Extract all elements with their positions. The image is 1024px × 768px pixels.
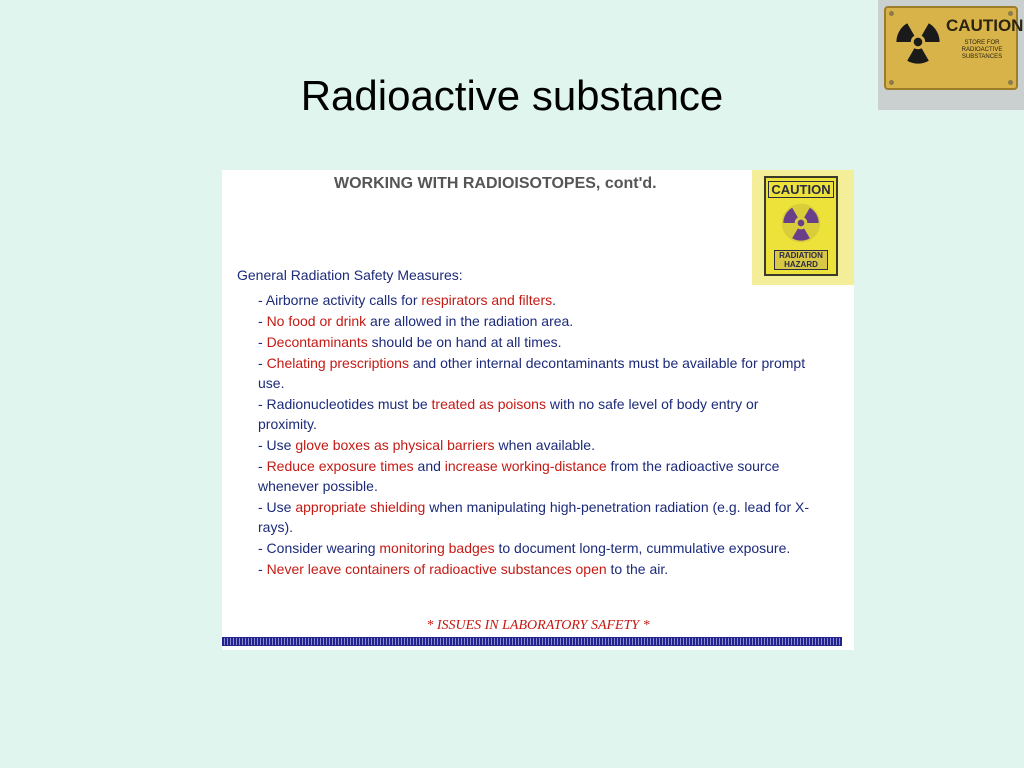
radiation-trefoil-icon bbox=[780, 202, 822, 244]
hazard-board bbox=[764, 176, 838, 276]
caution-plate bbox=[884, 6, 1024, 90]
hazard-caution-text: CAUTION bbox=[768, 181, 834, 198]
measure-text: . bbox=[552, 292, 556, 308]
measure-item bbox=[258, 559, 818, 579]
safety-measures-list bbox=[258, 290, 818, 580]
measure-text: - bbox=[258, 334, 267, 350]
measure-highlight: monitoring badges bbox=[379, 540, 495, 556]
measure-item bbox=[258, 311, 818, 331]
screw-icon bbox=[889, 11, 894, 16]
embedded-slide-image bbox=[222, 170, 854, 650]
measure-text: are allowed in the radiation area. bbox=[366, 313, 574, 329]
measure-highlight: No food or drink bbox=[266, 313, 367, 329]
measure-text: - Use bbox=[258, 499, 296, 515]
footer-divider bbox=[222, 637, 842, 646]
measure-item bbox=[258, 538, 818, 558]
sign-store-text: STORE FOR RADIOACTIVE SUBSTANCES bbox=[961, 40, 1003, 60]
measure-text: - Consider wearing bbox=[258, 540, 380, 556]
measure-text: - Use bbox=[258, 437, 296, 453]
measure-item bbox=[258, 456, 818, 496]
measure-text: - Airborne activity calls for bbox=[258, 292, 422, 308]
measure-text: should be on hand at all times. bbox=[367, 334, 562, 350]
measure-highlight: treated as poisons bbox=[431, 396, 546, 412]
measure-highlight: Reduce exposure times bbox=[266, 458, 414, 474]
measure-text: - bbox=[258, 561, 267, 577]
measure-text: and bbox=[413, 458, 445, 474]
radiation-hazard-sign bbox=[752, 170, 854, 285]
screw-icon bbox=[889, 80, 894, 85]
sign-caution-text: CAUTION bbox=[946, 16, 1024, 35]
measure-highlight: respirators and filters bbox=[421, 292, 553, 308]
measure-text: from the radioactive source whenever possible. bbox=[258, 458, 780, 494]
measure-text: - bbox=[258, 313, 267, 329]
measure-highlight: appropriate shielding bbox=[295, 499, 426, 515]
radiation-trefoil-icon bbox=[894, 18, 942, 66]
hazard-label-text: RADIATION HAZARD bbox=[774, 250, 828, 270]
measure-item bbox=[258, 497, 818, 537]
measure-text: to the air. bbox=[606, 561, 669, 577]
measure-text: when available. bbox=[494, 437, 595, 453]
measure-text: with no safe level of body entry or proximity. bbox=[258, 396, 759, 432]
caution-sign-photo bbox=[878, 0, 1024, 110]
measure-text: - Radionucleotides must be bbox=[258, 396, 432, 412]
measure-highlight: glove boxes as physical barriers bbox=[295, 437, 495, 453]
measure-text: and other internal decontaminants must be available for prompt use. bbox=[258, 355, 806, 391]
measure-item bbox=[258, 290, 818, 310]
measure-highlight: Never leave containers of radioactive substances open bbox=[266, 561, 607, 577]
measure-text: to document long-term, cummulative exposure. bbox=[494, 540, 791, 556]
measure-text: when manipulating high-penetration radiation (e.g. lead for X-rays). bbox=[258, 499, 810, 535]
footer-note: * ISSUES IN LABORATORY SAFETY * bbox=[426, 618, 650, 633]
section-heading: General Radiation Safety Measures: bbox=[237, 267, 463, 283]
measure-item bbox=[258, 353, 818, 393]
measure-text: - bbox=[258, 458, 267, 474]
measure-item bbox=[258, 332, 818, 352]
measure-text: - bbox=[258, 355, 267, 371]
panel-heading: WORKING WITH RADIOISOTOPES, cont'd. bbox=[334, 175, 657, 192]
measure-highlight: Decontaminants bbox=[266, 334, 368, 350]
screw-icon bbox=[1008, 80, 1013, 85]
slide-title: Radioactive substance bbox=[300, 72, 724, 119]
measure-highlight: Chelating prescriptions bbox=[266, 355, 409, 371]
measure-item bbox=[258, 435, 818, 455]
measure-highlight: increase working-distance bbox=[444, 458, 607, 474]
measure-item bbox=[258, 394, 818, 434]
